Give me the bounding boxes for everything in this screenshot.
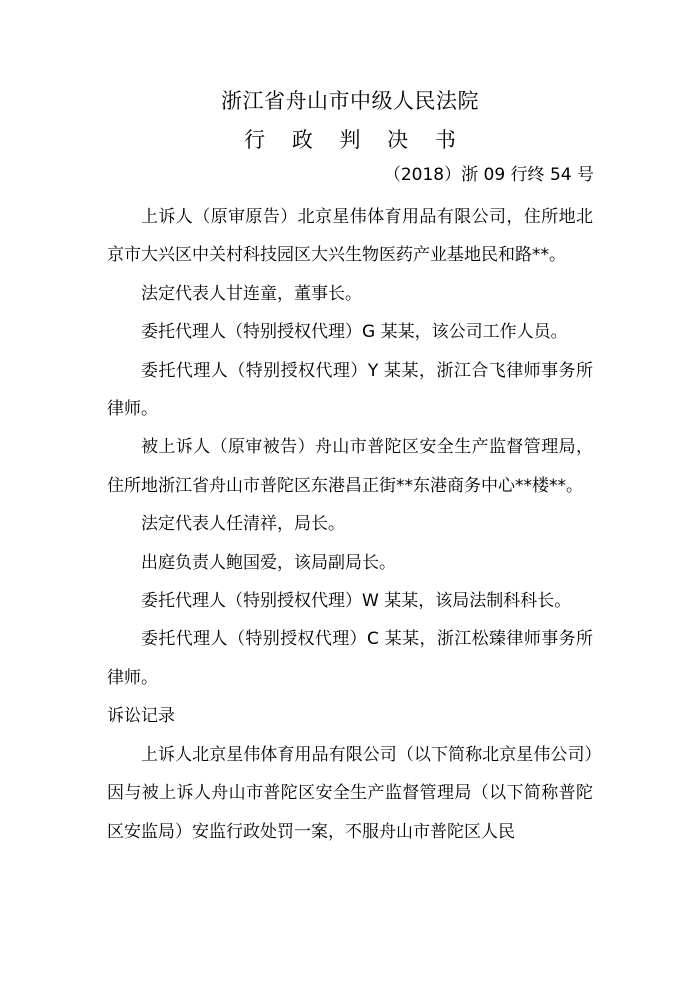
appellee-paragraph: 被上诉人（原审被告）舟山市普陀区安全生产监督管理局，住所地浙江省舟山市普陀区东港昌正街**东港商务中心**楼**。 [107,437,593,496]
document-type-title: 行 政 判 决 书 [244,128,466,152]
case-number: （2018）浙 09 行终 54 号 [383,165,594,185]
document-body [107,198,593,851]
appellee-legal-representative: 法定代表人任清祥，局长。 [141,514,345,535]
court-name: 浙江省舟山市中级人民法院 [221,89,479,113]
appellant-paragraph: 上诉人（原审原告）北京星伟体育用品有限公司，住所地北京市大兴区中关村科技园区大兴生物医药产业基地民和路**。 [107,207,593,266]
appellant-agent-g: 委托代理人（特别授权代理）G 某某，该公司工作人员。 [141,322,568,343]
appellant-agent-y: 委托代理人（特别授权代理）Y 某某，浙江合飞律师事务所律师。 [107,360,593,420]
case-background-paragraph: 上诉人北京星伟体育用品有限公司（以下简称北京星伟公司）因与被上诉人舟山市普陀区安全生产监督管理局（以下简称普陀区安监局）安监行政处罚一案，不服舟山市普陀区人民 [107,744,593,842]
appellee-agent-w: 委托代理人（特别授权代理）W 某某，该局法制科科长。 [141,591,572,612]
section-heading-litigation-record: 诉讼记录 [107,706,175,727]
appellant-legal-representative: 法定代表人甘连童，董事长。 [141,283,362,304]
appellee-agent-c: 委托代理人（特别授权代理）C 某某，浙江松臻律师事务所律师。 [107,629,593,688]
appellee-court-representative: 出庭负责人鲍国爱，该局副局长。 [141,552,396,573]
